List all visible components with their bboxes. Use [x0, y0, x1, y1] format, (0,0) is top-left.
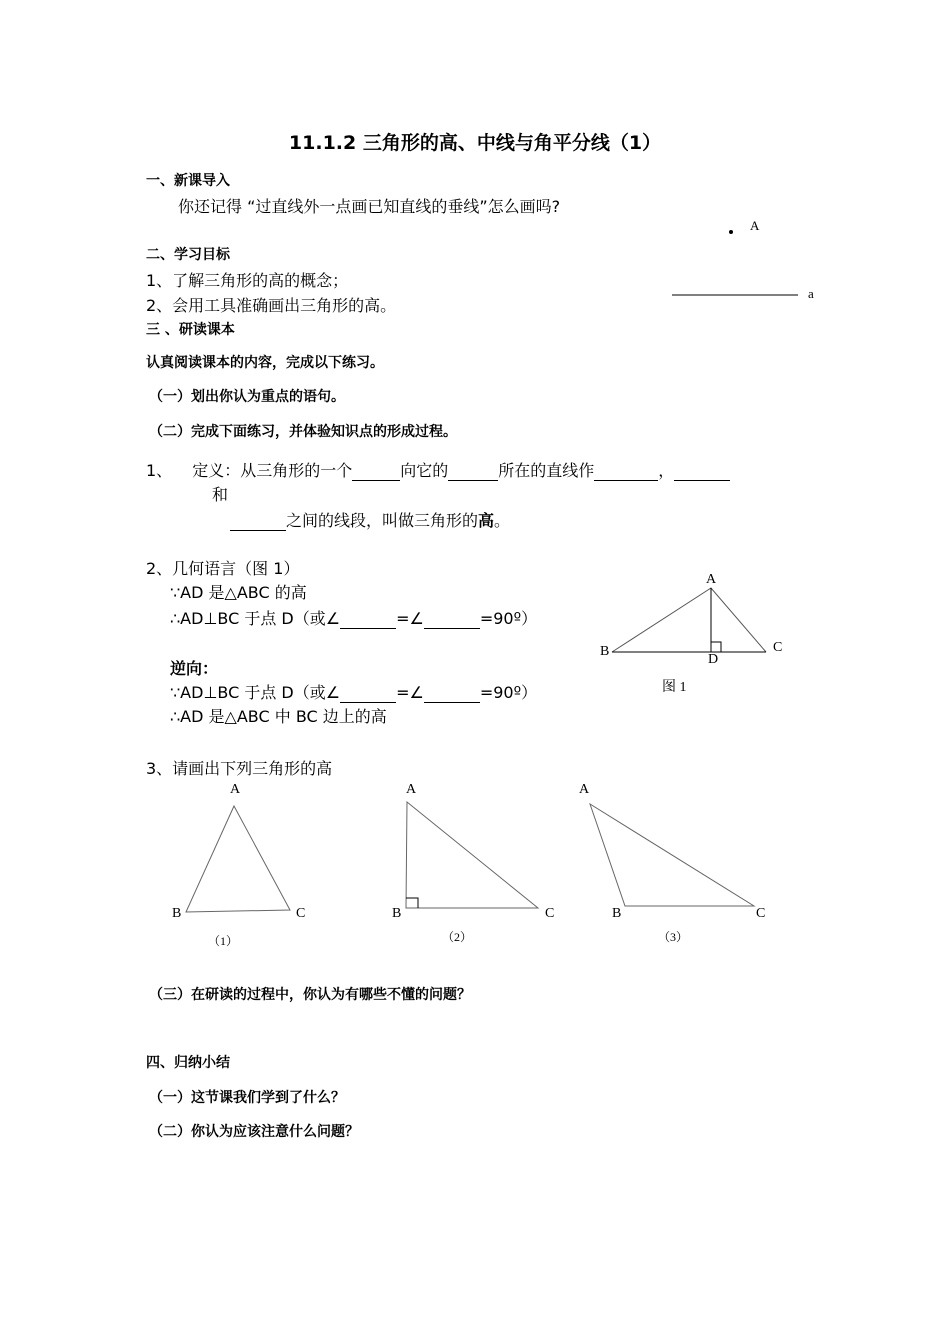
- section-new-lesson-heading: 一、新课导入: [146, 173, 230, 189]
- triangle-2-shape: [406, 802, 538, 908]
- tri1-label-c: C: [296, 906, 306, 921]
- section-study-heading: 三 、研读课本: [146, 322, 235, 338]
- draw-heading: 3、请画出下列三角形的高: [146, 759, 333, 778]
- triangle-1-shape: [186, 806, 290, 912]
- figure-1-triangle: [612, 588, 766, 652]
- fig1-label-a: A: [706, 572, 717, 587]
- geo-text: =90º）: [479, 609, 538, 628]
- definition-text: 定义：从三角形的一个: [192, 461, 353, 480]
- geo-text: ∴AD⊥BC 于点 D（或∠: [170, 609, 341, 628]
- point-a-label: A: [750, 218, 760, 233]
- sub-section-3: （三）在研读的过程中，你认为有哪些不懂的问题？: [149, 987, 471, 1003]
- fig1-sides: [612, 588, 766, 652]
- section-summary-heading: 四、归纳小结: [146, 1055, 230, 1071]
- study-instruction: 认真阅读课本的内容，完成以下练习。: [146, 355, 384, 371]
- reverse-heading: 逆向：: [170, 659, 219, 678]
- tri2-label-a: A: [406, 782, 417, 797]
- triangle-2: [406, 802, 538, 908]
- definition-text: 之间的线段，叫做三角形的: [286, 511, 479, 530]
- geo-text: =90º）: [479, 683, 538, 702]
- tri3-label-a: A: [579, 782, 590, 797]
- tri1-label-a: A: [230, 782, 241, 797]
- sub-section-1: （一）划出你认为重点的语句。: [149, 389, 345, 405]
- definition-text: 所在的直线作: [498, 461, 595, 480]
- intro-question: 你还记得 “过直线外一点画已知直线的垂线”怎么画吗?: [178, 197, 561, 216]
- geo-text: ∵AD⊥BC 于点 D（或∠: [170, 683, 341, 702]
- summary-question-1: （一）这节课我们学到了什么？: [149, 1090, 345, 1106]
- point-a: [729, 230, 733, 234]
- tri1-label-b: B: [172, 906, 182, 921]
- definition-text: ，: [658, 461, 675, 480]
- section-goals-heading: 二、学习目标: [146, 247, 230, 263]
- geo-text: =∠: [396, 683, 424, 702]
- goal-item: 2、会用工具准确画出三角形的高。: [146, 296, 397, 315]
- page-title: 11.1.2 三角形的高、中线与角平分线（1）: [288, 132, 662, 154]
- tri2-label-c: C: [545, 906, 555, 921]
- fig1-caption: 图 1: [662, 680, 687, 695]
- tri3-label-b: B: [612, 906, 622, 921]
- sub-section-2: （二）完成下面练习，并体验知识点的形成过程。: [149, 424, 457, 440]
- tri3-caption: （3）: [658, 930, 689, 944]
- definition-text: 向它的: [400, 461, 449, 480]
- tri1-caption: （1）: [208, 934, 239, 948]
- fig1-label-c: C: [773, 640, 783, 655]
- definition-number: 1、: [146, 461, 173, 480]
- triangle-3-shape: [590, 804, 754, 906]
- fig1-label-d: D: [708, 652, 719, 667]
- tri3-label-c: C: [756, 906, 766, 921]
- line-a-label: a: [808, 286, 814, 301]
- geo-given: ∵AD 是△ABC 的高: [170, 583, 307, 602]
- definition-keyword: 高: [478, 511, 495, 530]
- goal-item: 1、了解三角形的高的概念；: [146, 271, 349, 290]
- fig1-label-b: B: [600, 644, 610, 659]
- summary-question-2: （二）你认为应该注意什么问题？: [149, 1124, 359, 1140]
- geo-language-heading: 2、几何语言（图 1）: [146, 559, 300, 578]
- fig1-right-angle: [711, 642, 721, 652]
- triangle-2-right-angle: [406, 898, 418, 908]
- geo-text: =∠: [396, 609, 424, 628]
- tri2-caption: （2）: [442, 930, 473, 944]
- tri2-label-b: B: [392, 906, 402, 921]
- definition-and: 和: [212, 485, 229, 504]
- definition-text: 。: [494, 511, 511, 530]
- geo-reverse-conclusion: ∴AD 是△ABC 中 BC 边上的高: [170, 707, 387, 726]
- triangle-3: [590, 804, 754, 906]
- triangle-1: [186, 806, 290, 912]
